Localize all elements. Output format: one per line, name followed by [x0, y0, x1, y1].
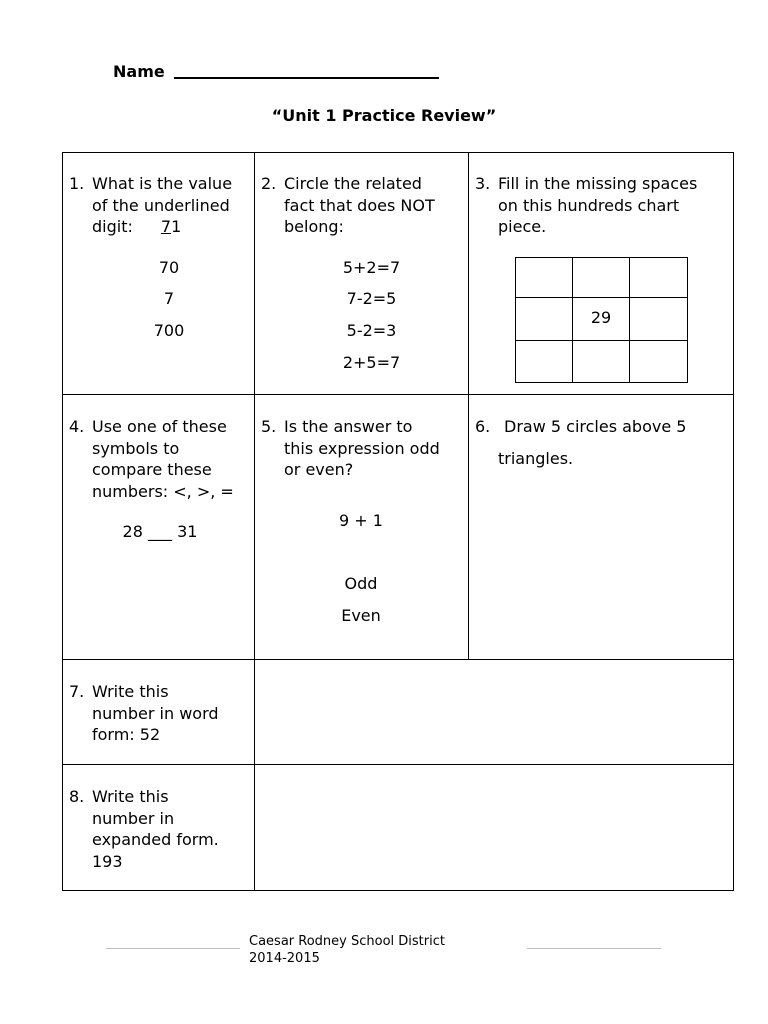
page-title: “Unit 1 Practice Review” [271, 106, 497, 125]
question-text: symbols to [92, 438, 180, 458]
answer-area[interactable] [255, 765, 733, 890]
drawing-area[interactable] [469, 480, 733, 658]
question-text: on this hundreds chart [498, 195, 680, 215]
name-row [113, 62, 439, 81]
question-number: 3. [475, 174, 491, 193]
question-text: number in word [92, 703, 219, 723]
question-text: form: 52 [92, 725, 161, 744]
question-text: triangles. [498, 449, 574, 468]
answer-choice[interactable]: 5+2=7 [342, 258, 401, 277]
question-text: or even? [284, 460, 354, 479]
question-number: 8. [69, 787, 85, 806]
table-divider [62, 394, 734, 395]
question-text: Write this [92, 787, 169, 806]
question-text: expanded form. [92, 830, 219, 849]
number-digit: 1 [171, 217, 182, 236]
question-text: What is the value [92, 174, 233, 193]
question-text: number in [92, 808, 175, 828]
footer [249, 933, 445, 967]
question-text: numbers: <, >, = [92, 481, 234, 501]
underlined-digit: 7 [160, 217, 172, 236]
math-expression: 9 + 1 [339, 511, 383, 530]
chart-cell[interactable] [515, 257, 572, 297]
question-text: of the underlined [92, 195, 230, 215]
question-text: digit: [92, 217, 133, 236]
answer-choice[interactable]: 5-2=3 [346, 321, 397, 340]
chart-cell[interactable] [630, 298, 687, 340]
chart-cell[interactable] [515, 298, 572, 340]
answer-choice[interactable]: 7-2=5 [346, 289, 397, 308]
name-label: Name [113, 62, 165, 81]
answer-choice[interactable]: Odd [344, 574, 378, 593]
answer-choice[interactable]: 2+5=7 [342, 353, 401, 372]
question-number: 1. [69, 174, 85, 193]
footer-divider [527, 948, 661, 949]
chart-cell[interactable] [630, 257, 687, 297]
question-number: 4. [69, 417, 85, 436]
question-text: Is the answer to [284, 417, 413, 436]
name-blank-line[interactable] [174, 63, 439, 79]
chart-cell-value: 29 [590, 308, 612, 327]
question-text: Circle the related [284, 174, 422, 193]
footer-years: 2014-2015 [249, 951, 320, 966]
question-text: fact that does NOT [284, 195, 435, 215]
answer-choice[interactable]: 7 [163, 289, 175, 308]
answer-choice[interactable]: 70 [158, 258, 180, 277]
question-text: piece. [498, 217, 547, 236]
chart-cell[interactable] [573, 341, 629, 382]
question-number: 5. [261, 417, 277, 436]
question-text: this expression odd [284, 438, 440, 458]
answer-area[interactable] [255, 660, 733, 764]
question-text: 193 [92, 851, 123, 871]
answer-choice[interactable]: 700 [153, 321, 185, 340]
question-text: Write this [92, 682, 169, 701]
answer-choice[interactable]: Even [341, 606, 381, 625]
chart-cell[interactable] [515, 341, 572, 382]
question-text: compare these [92, 460, 212, 479]
question-text: Fill in the missing spaces [498, 174, 698, 193]
question-text: belong: [284, 217, 344, 236]
question-number: 6. [475, 417, 491, 436]
question-number: 7. [69, 682, 85, 701]
question-text: Use one of these [92, 417, 227, 436]
footer-divider [106, 948, 240, 949]
question-number: 2. [261, 174, 277, 193]
chart-cell[interactable] [630, 341, 687, 382]
comparison-blank[interactable]: 28 ___ 31 [122, 522, 198, 541]
question-text: Draw 5 circles above 5 [504, 417, 687, 436]
chart-cell[interactable] [573, 257, 629, 297]
footer-district: Caesar Rodney School District [249, 934, 445, 949]
